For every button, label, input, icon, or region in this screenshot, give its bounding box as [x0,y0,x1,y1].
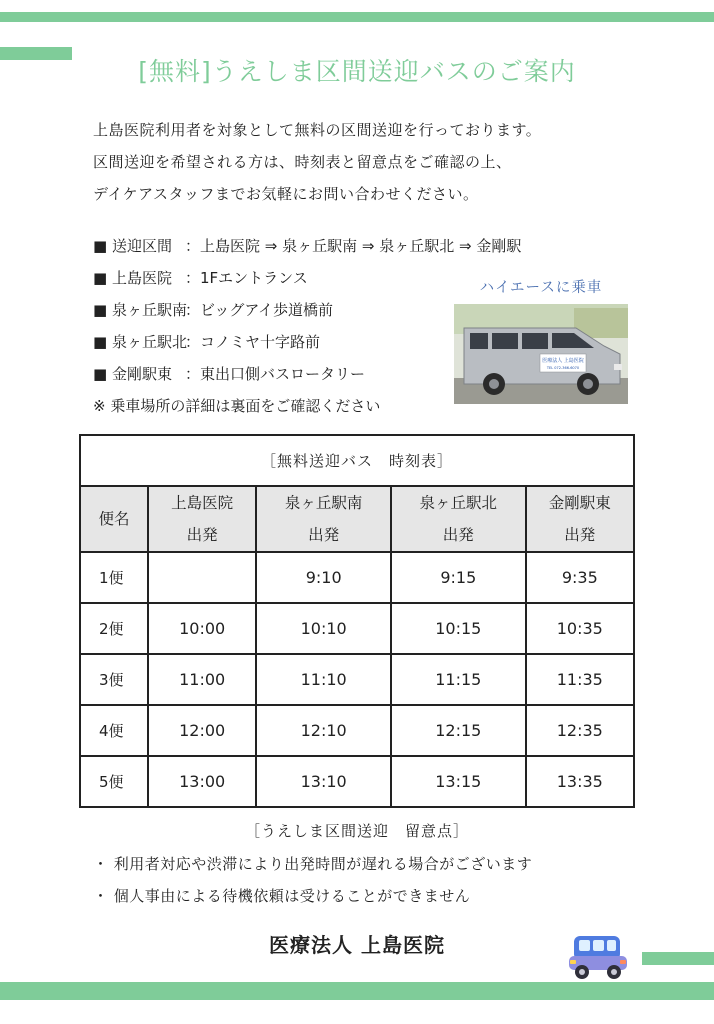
pickup-info-list [93,230,522,422]
header-departure: 出発 [564,526,596,544]
header-departure: 出発 [442,526,474,544]
time-cell [148,552,256,603]
time-cell: 10:10 [256,603,391,654]
time-cell: 13:00 [148,756,256,807]
info-value: ：コノミヤ十字路前 [185,333,321,351]
bottom-accent-bar [0,982,714,1000]
right-accent-tab [642,952,714,965]
trip-name: 5便 [80,756,148,807]
time-cell: 12:15 [391,705,526,756]
header-stop [391,486,526,552]
timetable-caption: ［無料送迎バス 時刻表］ [80,435,634,486]
header-stop [256,486,391,552]
info-label: ■ 泉ヶ丘駅南 [93,301,187,319]
time-cell: 10:35 [526,603,634,654]
header-stop [148,486,256,552]
time-cell: 9:10 [256,552,391,603]
trip-name: 2便 [80,603,148,654]
table-row [80,705,634,756]
intro-text [93,114,653,210]
time-cell: 11:10 [256,654,391,705]
time-cell: 9:35 [526,552,634,603]
notes-title: ［うえしま区間送迎 留意点］ [244,822,469,840]
van-caption: ハイエースに乗車 [479,280,603,296]
note-item: ・ 個人事由による待機依頼は受けることができません [93,887,471,905]
van-photo [454,304,628,404]
notes-list [93,848,532,912]
timetable [79,434,635,808]
intro-line: デイケアスタッフまでお気軽にお問い合わせください。 [93,185,479,203]
header-departure: 出発 [308,526,340,544]
time-cell: 9:15 [391,552,526,603]
table-row [80,756,634,807]
header-stop-name: 金剛駅東 [548,494,611,512]
time-cell: 10:00 [148,603,256,654]
info-note: ※ 乗車場所の詳細は裏面をご確認ください [93,397,381,415]
table-row [80,552,634,603]
header-stop [526,486,634,552]
header-stop-name: 泉ヶ丘駅南 [284,494,363,512]
van-sticker-line1: 医療法人 上島医院 [542,358,584,364]
info-label: ■ 金剛駅東 [93,365,172,383]
time-cell: 12:00 [148,705,256,756]
info-value: ：1Fエントランス [185,269,308,287]
info-label: ■ 送迎区間 [93,237,172,255]
time-cell: 13:15 [391,756,526,807]
timetable-header-row [80,486,634,552]
table-row [80,654,634,705]
time-cell: 10:15 [391,603,526,654]
trip-name: 4便 [80,705,148,756]
time-cell: 13:35 [526,756,634,807]
top-accent-bar [0,12,714,22]
info-value: ：東出口側バスロータリー [185,365,366,383]
info-label: ■ 上島医院 [93,269,172,287]
page-title: [無料]うえしま区間送迎バスのご案内 [138,57,576,86]
footer-organization: 医療法人 上島医院 [269,933,445,957]
time-cell: 13:10 [256,756,391,807]
note-item: ・ 利用者対応や渋滞により出発時間が遅れる場合がございます [93,855,533,873]
time-cell: 11:00 [148,654,256,705]
info-stop-kongo [93,358,473,390]
header-stop-name: 泉ヶ丘駅北 [419,494,498,512]
header-stop-name: 上島医院 [171,494,234,512]
trip-name: 3便 [80,654,148,705]
trip-name: 1便 [80,552,148,603]
intro-line: 上島医院利用者を対象として無料の区間送迎を行っております。 [93,121,542,139]
info-stop-clinic [93,262,473,294]
info-stop-north [93,326,473,358]
time-cell: 11:35 [526,654,634,705]
info-label: ■ 泉ヶ丘駅北 [93,333,187,351]
info-route [93,230,522,262]
header-departure: 出発 [186,526,218,544]
car-icon [566,930,630,982]
info-value: ：上島医院 ⇒ 泉ヶ丘駅南 ⇒ 泉ヶ丘駅北 ⇒ 金剛駅 [185,237,522,255]
van-sticker-line2: TEL 072-366-6070 [546,366,580,370]
header-trip-name: 便名 [80,486,148,552]
intro-line: 区間送迎を希望される方は、時刻表と留意点をご確認の上、 [93,153,512,171]
time-cell: 11:15 [391,654,526,705]
info-value: ：ビッグアイ歩道橋前 [185,301,334,319]
time-cell: 12:10 [256,705,391,756]
info-stop-south [93,294,473,326]
time-cell: 12:35 [526,705,634,756]
table-row [80,603,634,654]
